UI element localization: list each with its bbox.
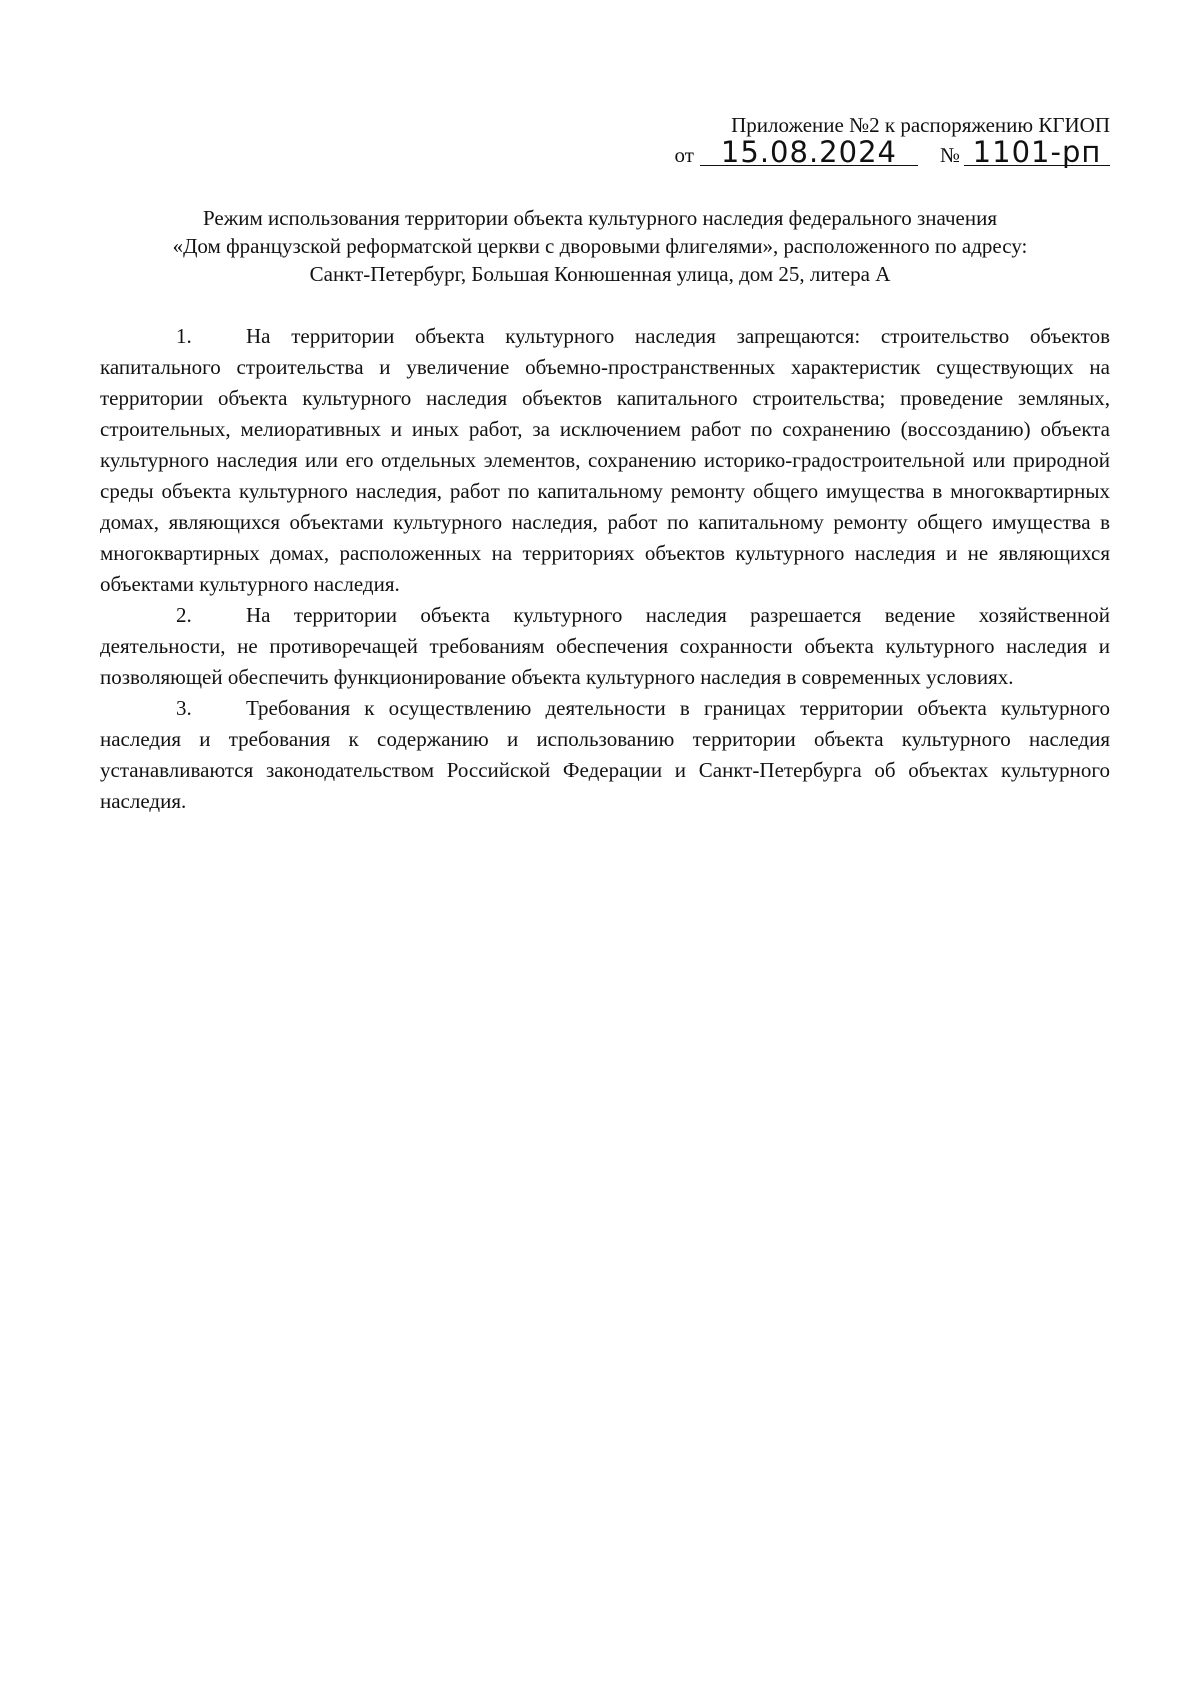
appendix-title: Приложение №2 к распоряжению КГИОП	[731, 113, 1110, 137]
paragraph-1	[100, 321, 1110, 600]
title-line-2: «Дом французской реформатской церкви с дворовыми флигелями», расположенного по адресу:	[172, 234, 1028, 258]
handwritten-order-number: 1101-рп	[964, 139, 1110, 166]
handwritten-date: 15.08.2024	[700, 139, 918, 166]
date-label: от	[674, 143, 694, 167]
paragraph-number: 3.	[176, 696, 192, 720]
order-reference	[590, 135, 1110, 169]
paragraph-number: 1.	[176, 324, 192, 348]
document-body	[100, 321, 1110, 817]
paragraph-text: На территории объекта культурного наследия запрещаются: строительство объектов капитального строительства и увеличение объемно-пространственных характеристик существующих на территории объекта культурного наследия объектов капитального строительства; проведение земляных, строительных, мелиоративных и иных работ, за исключением работ по сохранению (воссозданию) объекта культурного наследия или его отдельных элементов, сохранению историко-градостроительной или природной среды объекта культурного наследия, работ по капитальному ремонту общего имущества в многоквартирных домах, являющихся объектами культурного наследия, работ по капитальному ремонту общего имущества в многоквартирных домах, расположенных на территориях объектов культурного наследия и не являющихся объектами культурного наследия.	[100, 324, 1110, 596]
number-label: №	[939, 143, 960, 167]
paragraph-text: На территории объекта культурного наследия разрешается ведение хозяйственной деятельности, не противоречащей требованиям обеспечения сохранности объекта культурного наследия и позволяющей обеспечить функционирование объекта культурного наследия в современных условиях.	[100, 603, 1110, 689]
paragraph-number: 2.	[176, 603, 192, 627]
title-line-1: Режим использования территории объекта культурного наследия федерального значения	[202, 206, 998, 230]
paragraph-text: Требования к осуществлению деятельности в границах территории объекта культурного наследия и требования к содержанию и использованию территории объекта культурного наследия устанавливаются законодательством Российской Федерации и Санкт-Петербурга об объектах культурного наследия.	[100, 696, 1110, 813]
paragraph-2	[100, 600, 1110, 693]
title-line-3: Санкт-Петербург, Большая Конюшенная улица, дом 25, литера А	[309, 262, 891, 286]
appendix-header	[590, 112, 1110, 169]
paragraph-3	[100, 693, 1110, 817]
document-title	[90, 204, 1110, 288]
